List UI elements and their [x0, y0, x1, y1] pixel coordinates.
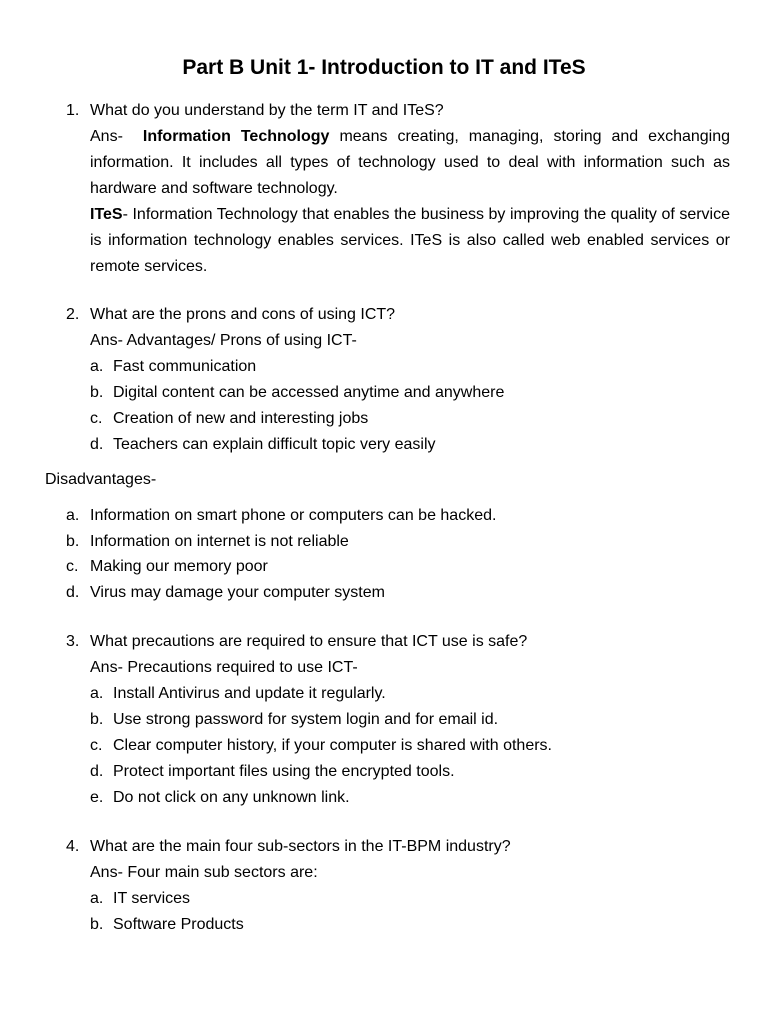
disadvantages-heading: Disadvantages-	[45, 471, 157, 488]
answer-prefix: Ans-	[90, 128, 123, 145]
term-ites: ITeS	[90, 206, 123, 223]
item-text: Do not click on any unknown link.	[113, 789, 350, 806]
disadvantages-list	[66, 503, 730, 605]
item-letter: b.	[66, 532, 80, 550]
item-text: Digital content can be accessed anytime and anywhere	[113, 384, 505, 401]
item-letter: d.	[90, 763, 104, 780]
item-letter: b.	[90, 384, 104, 401]
question-text: What are the prons and cons of using ICT?	[90, 306, 396, 323]
list-item	[66, 503, 730, 529]
definition-it: means creating, managing, storing and exchanging information. It includes all types of technology used to deal with information such as hardware and software technology.	[90, 128, 731, 197]
item-letter: a.	[90, 890, 104, 907]
item-letter: c.	[90, 410, 103, 427]
item-letter: d.	[90, 436, 104, 453]
item-text: IT services	[113, 890, 191, 907]
question-4	[66, 834, 730, 938]
answer-ites-paragraph	[90, 202, 730, 280]
item-text: Clear computer history, if your computer is shared with others.	[113, 737, 552, 754]
list-item	[66, 554, 730, 580]
list-item	[90, 785, 730, 811]
item-letter: c.	[90, 737, 103, 754]
list-item	[90, 406, 730, 432]
answer-text: Ans- Advantages/ Prons of using ICT-	[90, 332, 357, 349]
definition-ites: - Information Technology that enables the business by improving the quality of service is information technology enables services. ITeS is also called web enabled services or remote services.	[90, 206, 730, 275]
question-number: 2.	[66, 306, 80, 323]
list-item	[90, 886, 730, 912]
item-letter: a.	[66, 507, 80, 524]
term-information-technology: Information Technology	[142, 128, 330, 145]
answer-it-paragraph	[90, 124, 730, 202]
question-number: 1.	[66, 102, 80, 119]
list-item	[90, 354, 730, 380]
question-text: What are the main four sub-sectors in the IT-BPM industry?	[90, 838, 511, 855]
list-item	[90, 733, 730, 759]
item-text: Fast communication	[113, 358, 257, 375]
item-letter: b.	[90, 916, 104, 933]
item-text: Protect important files using the encrypted tools.	[113, 763, 455, 780]
question-3	[66, 629, 730, 811]
item-letter: a.	[90, 685, 104, 702]
question-1	[66, 98, 730, 280]
question-number: 3.	[66, 633, 80, 650]
item-text: Information on internet is not reliable	[90, 532, 349, 550]
item-letter: c.	[66, 558, 79, 575]
answer-text: Ans- Four main sub sectors are:	[90, 864, 318, 881]
item-letter: a.	[90, 358, 104, 375]
item-letter: e.	[90, 789, 104, 806]
list-item	[90, 432, 730, 458]
item-letter: d.	[66, 583, 80, 601]
item-text: Use strong password for system login and for email id.	[113, 711, 499, 728]
item-text: Making our memory poor	[90, 558, 268, 575]
question-number: 4.	[66, 838, 80, 855]
question-2	[66, 302, 730, 458]
list-item	[66, 580, 730, 606]
item-text: Install Antivirus and update it regularly.	[113, 685, 386, 702]
item-text: Creation of new and interesting jobs	[113, 410, 369, 427]
page-title: Part B Unit 1- Introduction to IT and ITeS	[182, 56, 586, 79]
list-item	[90, 380, 730, 406]
item-text: Software Products	[113, 916, 244, 933]
question-text: What precautions are required to ensure that ICT use is safe?	[90, 633, 528, 650]
question-text: What do you understand by the term IT and ITeS?	[90, 102, 444, 119]
item-text: Teachers can explain difficult topic very easily	[113, 436, 436, 453]
item-letter: b.	[90, 711, 104, 728]
item-text: Virus may damage your computer system	[90, 583, 385, 601]
list-item	[66, 529, 730, 555]
item-text: Information on smart phone or computers can be hacked.	[90, 507, 497, 524]
list-item	[90, 681, 730, 707]
list-item	[90, 759, 730, 785]
list-item	[90, 707, 730, 733]
answer-text: Ans- Precautions required to use ICT-	[90, 659, 358, 676]
list-item	[90, 912, 730, 938]
